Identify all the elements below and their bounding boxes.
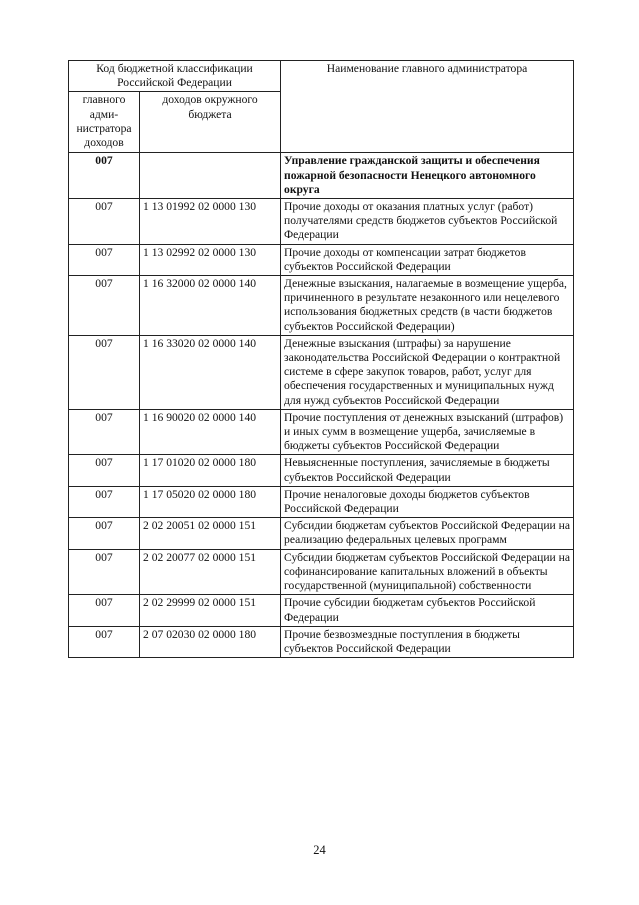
budget-classification-table (68, 60, 574, 658)
revenue-code-cell: 1 16 90020 02 0000 140 (140, 409, 281, 455)
table-row (69, 518, 574, 549)
revenue-code-cell: 2 02 20077 02 0000 151 (140, 549, 281, 595)
admin-code-cell: 007 (69, 455, 140, 486)
page-number: 24 (313, 843, 326, 857)
revenue-code-cell: 2 02 29999 02 0000 151 (140, 595, 281, 626)
admin-code-cell: 007 (69, 626, 140, 657)
table-row (69, 626, 574, 657)
revenue-code-cell: 1 17 01020 02 0000 180 (140, 455, 281, 486)
table-row (69, 455, 574, 486)
revenue-code-cell: 1 13 01992 02 0000 130 (140, 199, 281, 245)
table-row (69, 486, 574, 517)
header-administrator-name: Наименование главного администратора (281, 61, 574, 153)
admin-code-cell: 007 (69, 199, 140, 245)
revenue-name-cell: Прочие неналоговые доходы бюджетов субъектов Российской Федерации (281, 486, 574, 517)
admin-code-cell: 007 (69, 276, 140, 336)
admin-code-cell: 007 (69, 549, 140, 595)
admin-code-cell: 007 (69, 595, 140, 626)
table-row (69, 199, 574, 245)
revenue-code-cell: 2 02 20051 02 0000 151 (140, 518, 281, 549)
revenue-name-cell: Прочие доходы от компенсации затрат бюджетов субъектов Российской Федерации (281, 244, 574, 275)
revenue-name-cell: Прочие поступления от денежных взысканий (штрафов) и иных сумм в возмещение ущерба, зачисляемые в бюджеты субъектов Российской Федерации (281, 409, 574, 455)
header-revenue-code: доходов окружного бюджета (140, 92, 281, 153)
revenue-code-cell (140, 153, 281, 199)
admin-code-cell: 007 (69, 486, 140, 517)
table-row (69, 409, 574, 455)
revenue-code-cell: 2 07 02030 02 0000 180 (140, 626, 281, 657)
revenue-code-cell: 1 13 02992 02 0000 130 (140, 244, 281, 275)
admin-code-cell: 007 (69, 518, 140, 549)
admin-code-cell: 007 (69, 409, 140, 455)
admin-code-cell: 007 (69, 244, 140, 275)
admin-code-cell: 007 (69, 335, 140, 409)
revenue-code-cell: 1 16 33020 02 0000 140 (140, 335, 281, 409)
revenue-name-cell: Прочие доходы от оказания платных услуг (работ) получателями средств бюджетов субъектов Российской Федерации (281, 199, 574, 245)
revenue-code-cell: 1 16 32000 02 0000 140 (140, 276, 281, 336)
revenue-name-cell: Субсидии бюджетам субъектов Российской Федерации на реализацию федеральных целевых программ (281, 518, 574, 549)
revenue-name-cell: Денежные взыскания, налагаемые в возмещение ущерба, причиненного в результате незаконного или нецелевого использования бюджетных средств (в части бюджетов субъектов Российской Федерации) (281, 276, 574, 336)
revenue-code-cell: 1 17 05020 02 0000 180 (140, 486, 281, 517)
table-row (69, 335, 574, 409)
table-row (69, 244, 574, 275)
table-row (69, 549, 574, 595)
revenue-name-cell: Управление гражданской защиты и обеспечения пожарной безопасности Ненецкого автономного округа (281, 153, 574, 199)
header-classification-group: Код бюджетной классификации Российской Федерации (69, 61, 281, 92)
header-admin-code: главного адми-нистратора доходов (69, 92, 140, 153)
table-row (69, 153, 574, 199)
revenue-name-cell: Прочие безвозмездные поступления в бюджеты субъектов Российской Федерации (281, 626, 574, 657)
revenue-name-cell: Субсидии бюджетам субъектов Российской Федерации на софинансирование капитальных вложений в объекты государственной (муниципальной) собственности (281, 549, 574, 595)
table-row (69, 595, 574, 626)
table-row (69, 276, 574, 336)
revenue-name-cell: Невыясненные поступления, зачисляемые в бюджеты субъектов Российской Федерации (281, 455, 574, 486)
admin-code-cell: 007 (69, 153, 140, 199)
revenue-name-cell: Прочие субсидии бюджетам субъектов Российской Федерации (281, 595, 574, 626)
revenue-name-cell: Денежные взыскания (штрафы) за нарушение законодательства Российской Федерации о контрактной системе в сфере закупок товаров, работ, услуг для обеспечения государственных и муниципальных нужд для нужд субъектов Российской Федерации (281, 335, 574, 409)
